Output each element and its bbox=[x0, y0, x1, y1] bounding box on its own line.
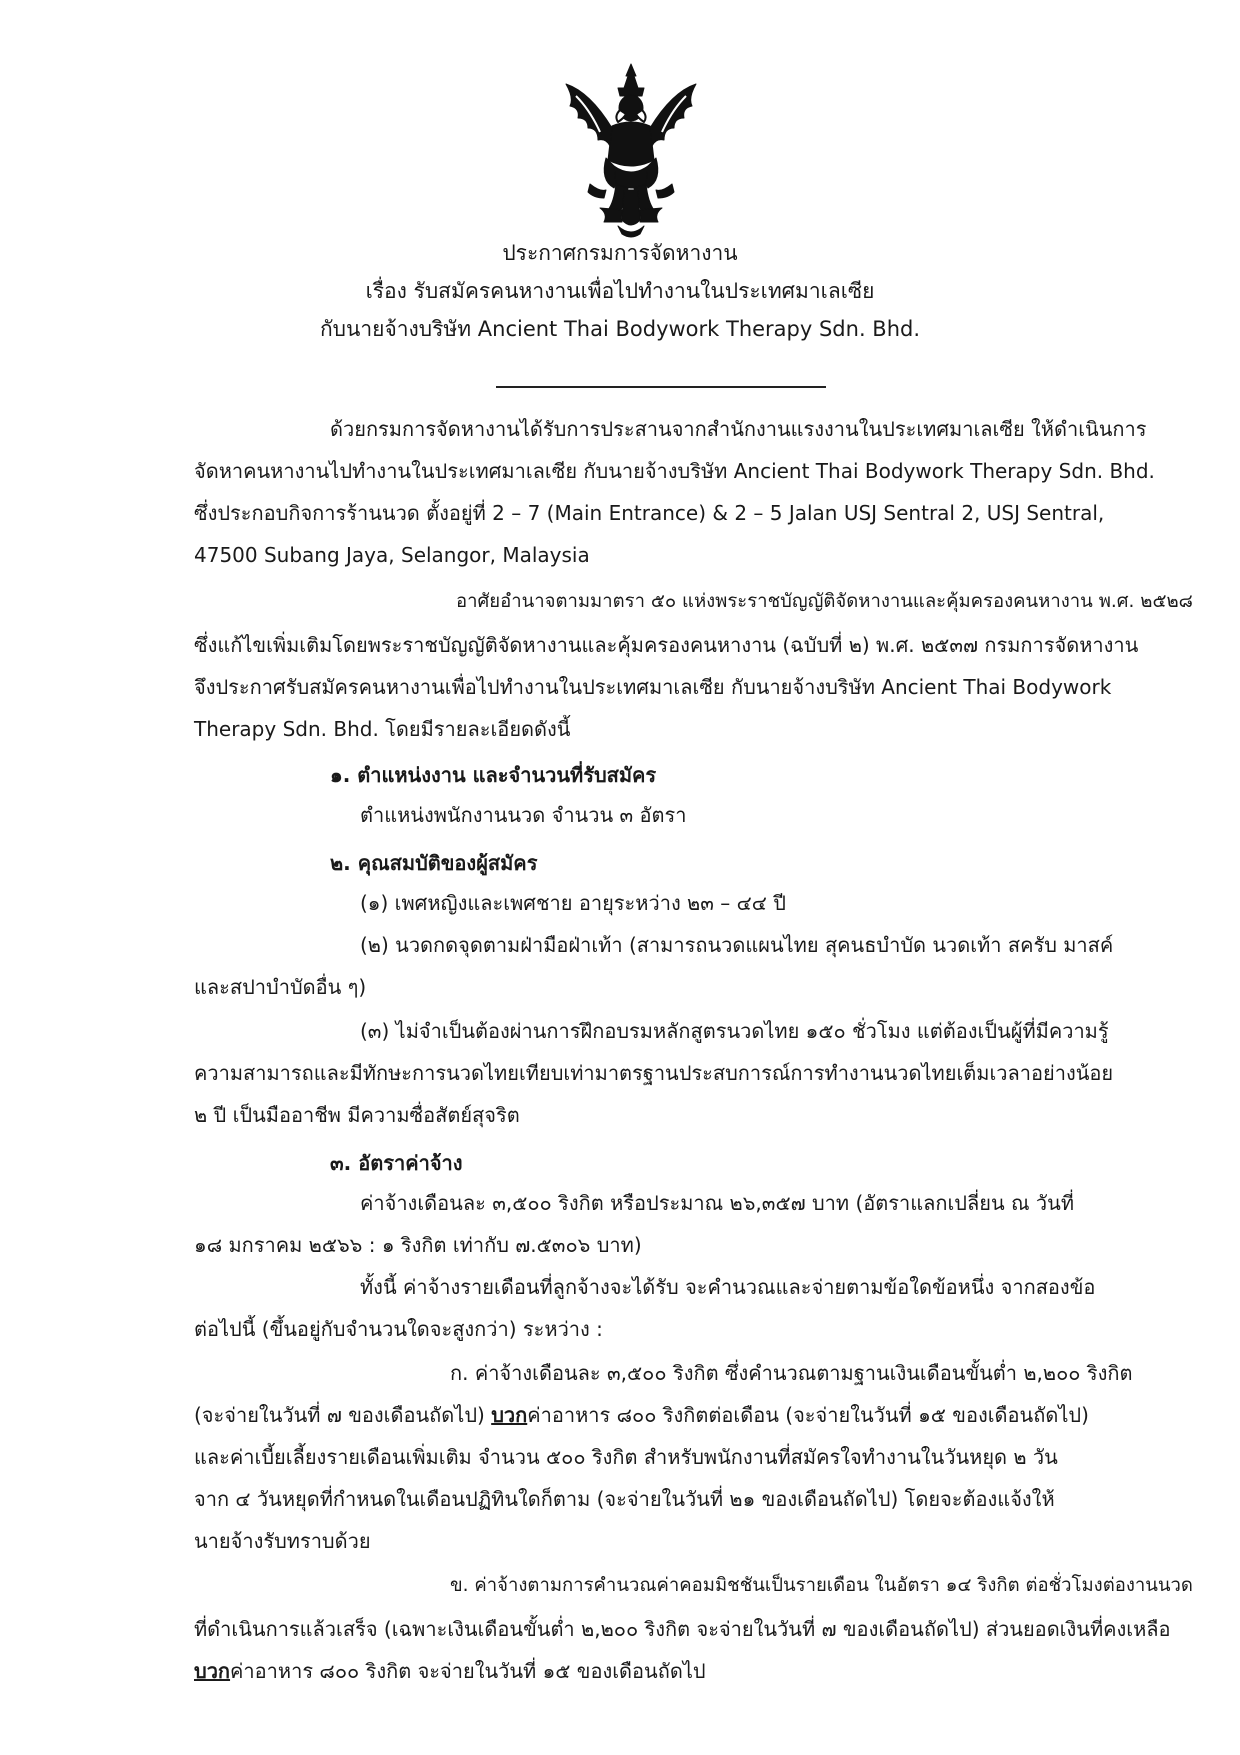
option-b-line3-post: ค่าอาหาร ๘๐๐ ริงกิต จะจ่ายในวันที่ ๑๕ ของเดือนถัดไป bbox=[230, 1659, 706, 1683]
option-a-line5: นายจ้างรับทราบด้วย bbox=[194, 1529, 371, 1553]
option-a-line2-post: ค่าอาหาร ๘๐๐ ริงกิตต่อเดือน (จะจ่ายในวันที่ ๑๕ ของเดือนถัดไป) bbox=[527, 1403, 1089, 1427]
para2-line1: อาศัยอำนาจตามมาตรา ๕๐ แห่งพระราชบัญญัติจัดหางานและคุ้มครองคนหางาน พ.ศ. ๒๕๒๘ bbox=[456, 591, 1193, 612]
announcement-employer: กับนายจ้างบริษัท Ancient Thai Bodywork Therapy Sdn. Bhd. bbox=[319, 317, 921, 341]
section2-item3-line1: (๓) ไม่จำเป็นต้องผ่านการฝึกอบรมหลักสูตรนวดไทย ๑๕๐ ชั่วโมง แต่ต้องเป็นผู้ที่มีความรู้ bbox=[360, 1019, 1109, 1043]
para1-line4: 47500 Subang Jaya, Selangor, Malaysia bbox=[194, 543, 590, 567]
option-a-line2-pre: (จะจ่ายในวันที่ ๗ ของเดือนถัดไป) bbox=[194, 1403, 492, 1427]
section2-item2-line2: และสปาบำบัดอื่น ๆ) bbox=[194, 975, 367, 999]
option-a-line4: จาก ๔ วันหยุดที่กำหนดในเดือนปฏิทินใดก็ตาม (จะจ่ายในวันที่ ๒๑ ของเดือนถัดไป) โดยจะต้องแจ้งให้ bbox=[194, 1487, 1055, 1511]
announcement-subject: เรื่อง รับสมัครคนหางานเพื่อไปทำงานในประเทศมาเลเซีย bbox=[365, 279, 875, 303]
para2-line4: Therapy Sdn. Bhd. โดยมีรายละเอียดดังนี้ bbox=[194, 717, 571, 741]
option-b-plus: บวก bbox=[194, 1659, 231, 1683]
option-a-plus: บวก bbox=[491, 1403, 528, 1427]
section2-item3-line2: ความสามารถและมีทักษะการนวดไทยเทียบเท่ามาตรฐานประสบการณ์การทำงานนวดไทยเต็มเวลาอย่างน้อย bbox=[194, 1061, 1114, 1085]
para2-line3: จึงประกาศรับสมัครคนหางานเพื่อไปทำงานในประเทศมาเลเซีย กับนายจ้างบริษัท Ancient Thai Bodywork bbox=[194, 675, 1112, 699]
option-a-line3: และค่าเบี้ยเลี้ยงรายเดือนเพิ่มเติม จำนวน ๕๐๐ ริงกิต สำหรับพนักงานที่สมัครใจทำงานในวันหยุด ๒ วัน bbox=[194, 1445, 1058, 1469]
garuda-emblem bbox=[560, 62, 702, 238]
option-b-line3 bbox=[194, 1658, 706, 1684]
option-b-line1: ข. ค่าจ้างตามการคำนวณค่าคอมมิชชันเป็นรายเดือน ในอัตรา ๑๔ ริงกิต ต่อชั่วโมงต่องานนวด bbox=[450, 1575, 1193, 1596]
para1-line2: จัดหาคนหางานไปทำงานในประเทศมาเลเซีย กับนายจ้างบริษัท Ancient Thai Bodywork Therapy Sdn. Bhd. bbox=[194, 459, 1155, 483]
section1-text: ตำแหน่งพนักงานนวด จำนวน ๓ อัตรา bbox=[360, 803, 687, 827]
option-b-line2: ที่ดำเนินการแล้วเสร็จ (เฉพาะเงินเดือนขั้นต่ำ ๒,๒๐๐ ริงกิต จะจ่ายในวันที่ ๗ ของเดือนถัดไป) ส่วนยอดเงินที่คงเหลือ bbox=[194, 1617, 1171, 1641]
section2-item3-line3: ๒ ปี เป็นมืออาชีพ มีความซื่อสัตย์สุจริต bbox=[194, 1103, 520, 1127]
section2-item2-line1: (๒) นวดกดจุดตามฝ่ามือฝ่าเท้า (สามารถนวดแผนไทย สุคนธบำบัด นวดเท้า สครับ มาสค์ bbox=[360, 933, 1114, 957]
announcement-title: ประกาศกรมการจัดหางาน bbox=[502, 241, 738, 265]
section3-heading: ๓. อัตราค่าจ้าง bbox=[330, 1151, 463, 1175]
header-divider bbox=[496, 386, 826, 388]
section3-intro-line2: ต่อไปนี้ (ขึ้นอยู่กับจำนวนใดจะสูงกว่า) ระหว่าง : bbox=[194, 1317, 603, 1341]
option-a-line2 bbox=[194, 1402, 1089, 1428]
section1-heading: ๑. ตำแหน่งงาน และจำนวนที่รับสมัคร bbox=[330, 763, 657, 787]
option-a-line1: ก. ค่าจ้างเดือนละ ๓,๕๐๐ ริงกิต ซึ่งคำนวณตามฐานเงินเดือนขั้นต่ำ ๒,๒๐๐ ริงกิต bbox=[450, 1361, 1133, 1385]
para1-line3: ซึ่งประกอบกิจการร้านนวด ตั้งอยู่ที่ 2 – 7 (Main Entrance) & 2 – 5 Jalan USJ Sentral 2, USJ Sentral, bbox=[194, 501, 1105, 525]
section3-intro-line1: ทั้งนี้ ค่าจ้างรายเดือนที่ลูกจ้างจะได้รับ จะคำนวณและจ่ายตามข้อใดข้อหนึ่ง จากสองข้อ bbox=[360, 1275, 1096, 1299]
section3-wage-line1: ค่าจ้างเดือนละ ๓,๕๐๐ ริงกิต หรือประมาณ ๒๖,๓๕๗ บาท (อัตราแลกเปลี่ยน ณ วันที่ bbox=[360, 1191, 1075, 1215]
para1-line1: ด้วยกรมการจัดหางานได้รับการประสานจากสำนักงานแรงงานในประเทศมาเลเซีย ให้ดำเนินการ bbox=[330, 417, 1147, 441]
section2-heading: ๒. คุณสมบัติของผู้สมัคร bbox=[330, 851, 538, 875]
section3-wage-line2: ๑๘ มกราคม ๒๕๖๖ : ๑ ริงกิต เท่ากับ ๗.๕๓๐๖ บาท) bbox=[194, 1233, 642, 1257]
para2-line2: ซึ่งแก้ไขเพิ่มเติมโดยพระราชบัญญัติจัดหางานและคุ้มครองคนหางาน (ฉบับที่ ๒) พ.ศ. ๒๕๓๗ กรมการจัดหางาน bbox=[194, 633, 1139, 657]
section2-item1: (๑) เพศหญิงและเพศชาย อายุระหว่าง ๒๓ – ๔๔ ปี bbox=[360, 891, 786, 915]
